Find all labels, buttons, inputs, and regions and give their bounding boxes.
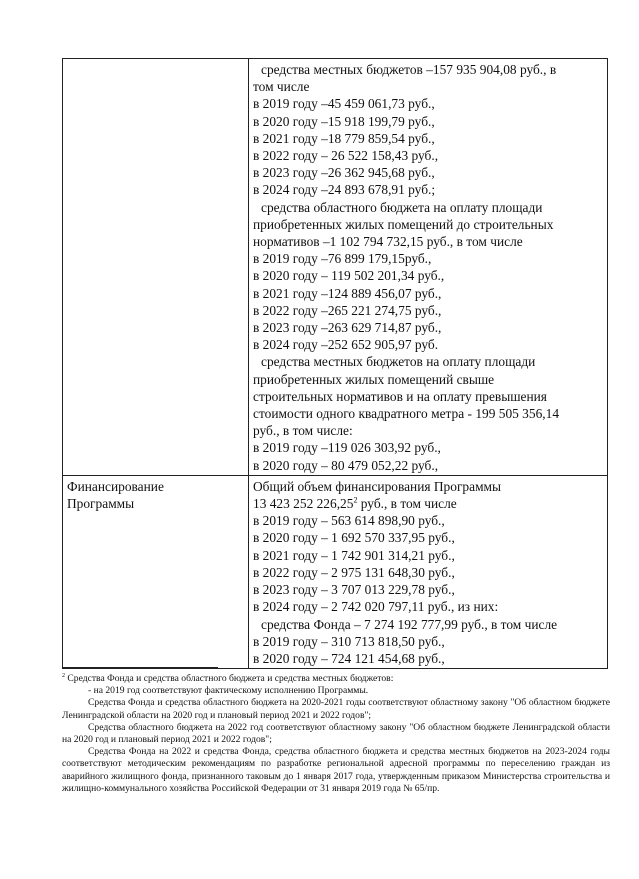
footnote-para-1: - на 2019 год соответствуют фактическому исполнению Программы. <box>88 685 369 697</box>
footnote-divider <box>62 667 218 668</box>
text-line: в 2020 году – 724 121 454,68 руб., <box>253 650 445 666</box>
total-intro: Общий объем финансирования Программы <box>253 478 502 494</box>
total-amount: 13 423 252 226,25 <box>253 496 354 512</box>
text-line: том числе <box>253 79 310 95</box>
text-line: строительных нормативов и на оплату превышения <box>253 388 547 404</box>
text-line: в 2021 году – 1 742 901 314,21 руб., <box>253 547 455 563</box>
text-line: в 2022 году –265 221 274,75 руб., <box>253 302 442 318</box>
row2-label-line1: Финансирование <box>67 478 164 494</box>
text-line: в 2022 году – 26 522 158,43 руб., <box>253 148 439 164</box>
text-line: в 2023 году –263 629 714,87 руб., <box>253 320 442 336</box>
footnote-number: 2 <box>62 672 65 679</box>
text-line: в 2019 году – 310 713 818,50 руб., <box>253 633 445 649</box>
total-amount-line <box>253 495 603 512</box>
footnote-para-2: Средства Фонда и средства областного бюджета на 2020-2021 годы соответствуют областному закону "Об областном бюджете Ленинградской области на 2020 год и плановый период 2021 и 2022 годов"; <box>62 697 610 721</box>
text-line: приобретенных жилых помещений свыше <box>253 371 495 387</box>
row1-lines <box>253 61 603 474</box>
row2-label-cell <box>63 475 249 668</box>
text-line: стоимости одного квадратного метра - 199 505 356,14 <box>253 406 560 422</box>
row1-label-cell <box>63 59 249 476</box>
text-line: средства местных бюджетов –157 935 904,08 руб., в <box>261 62 557 77</box>
row1-content-cell <box>249 59 608 476</box>
text-line: в 2023 году –26 362 945,68 руб., <box>253 165 435 181</box>
text-line: средства областного бюджета на оплату площади <box>261 199 543 215</box>
text-line: в 2020 году – 119 502 201,34 руб., <box>253 268 445 284</box>
text-line: в 2022 году – 2 975 131 648,30 руб., <box>253 564 455 580</box>
footnote-para-4: Средства Фонда на 2022 и средства Фонда, средства областного бюджета и средства местных бюджетов на 2023-2024 годы соответствуют методическим рекомендациям по разработке региональной адресной программы по переселению граждан из аварийного жилищного фонда, признанного таковым до 1 января 2017 года, утвержденным приказом Министерства строительства и жилищно-коммунального хозяйства Российской Федерации от 31 января 2019 года № 65/пр. <box>62 746 610 794</box>
text-line: в 2024 году –24 893 678,91 руб.; <box>253 182 436 198</box>
text-line: средства Фонда – 7 274 192 777,99 руб., в том числе <box>261 616 558 632</box>
row2-lines <box>253 512 603 667</box>
text-line: в 2019 году –45 459 061,73 руб., <box>253 96 435 112</box>
row2-label-line2: Программы <box>67 496 135 512</box>
footnote-para-3: Средства областного бюджета на 2022 год соответствуют областному закону "Об областном бюджете Ленинградской области на 2020 год и плановый период 2021 и 2022 годов"; <box>62 721 610 746</box>
program-table <box>62 58 608 669</box>
text-line: средства местных бюджетов на оплату площади <box>261 354 536 370</box>
text-line: в 2024 году –252 652 905,97 руб. <box>253 337 439 353</box>
text-line: приобретенных жилых помещений до строительных <box>253 216 554 232</box>
text-line: в 2019 году –76 899 179,15руб., <box>253 251 432 267</box>
text-line: в 2020 году – 1 692 570 337,95 руб., <box>253 530 455 546</box>
footnotes <box>62 673 610 795</box>
footnote-ref[interactable]: 2 <box>353 495 358 505</box>
footnote-heading <box>62 673 610 685</box>
text-line: в 2021 году –124 889 456,07 руб., <box>253 285 442 301</box>
footnote-heading-text: Средства Фонда и средства областного бюджета и средства местных бюджетов: <box>65 673 394 684</box>
text-line: в 2019 году – 563 614 898,90 руб., <box>253 513 445 529</box>
text-line: в 2023 году – 3 707 013 229,78 руб., <box>253 582 455 598</box>
table-row-financing <box>63 475 608 668</box>
text-line: в 2021 году –18 779 859,54 руб., <box>253 130 435 146</box>
row2-content-cell <box>249 475 608 668</box>
table-row-local-budgets <box>63 59 608 476</box>
text-line: в 2019 году –119 026 303,92 руб., <box>253 440 441 456</box>
text-line: в 2020 году – 80 479 052,22 руб., <box>253 457 439 473</box>
text-line: руб., в том числе: <box>253 423 353 439</box>
text-line: в 2020 году –15 918 199,79 руб., <box>253 113 435 129</box>
total-suffix: руб., в том числе <box>357 496 457 512</box>
text-line: в 2024 году – 2 742 020 797,11 руб., из них: <box>253 599 499 615</box>
text-line: нормативов –1 102 794 732,15 руб., в том числе <box>253 234 523 250</box>
